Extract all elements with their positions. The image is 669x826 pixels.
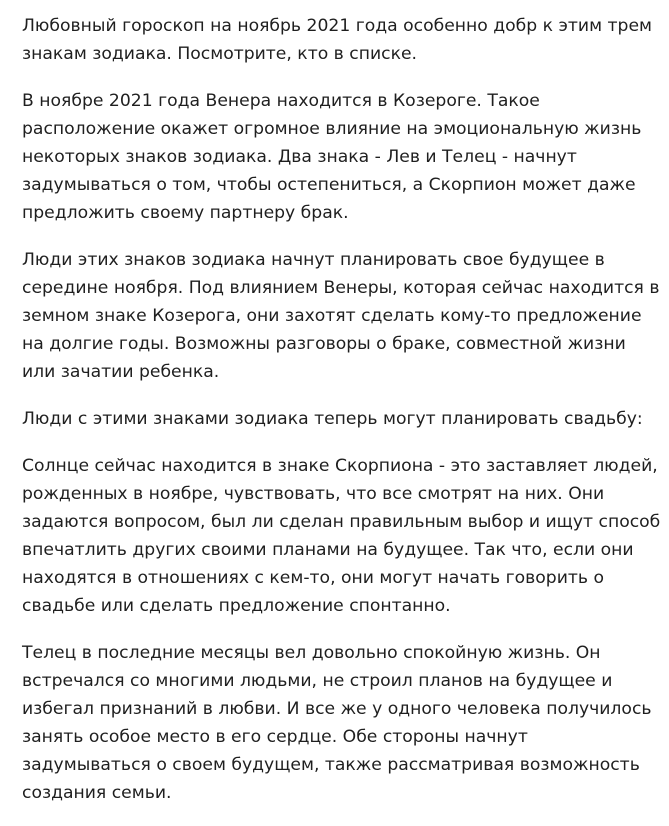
- article-paragraph: Солнце сейчас находится в знаке Скорпиона - это заставляет людей, рожденных в ноябре, чувствовать, что все смотрят на них. Они задаются вопросом, был ли сделан правильным выбор и ищут способ впечатлить других своими планами на будущее. Так что, если они находятся в отношениях с кем-то, они могут начать говорить о свадьбе или сделать предложение спонтанно.: [22, 456, 661, 616]
- article-body: [22, 12, 662, 826]
- article-paragraph: Люди с этими знаками зодиака теперь могут планировать свадьбу:: [22, 409, 643, 429]
- article-paragraph: Любовный гороскоп на ноябрь 2021 года особенно добр к этим трем знакам зодиака. Посмотрите, кто в списке.: [22, 16, 652, 64]
- article-paragraph: Телец в последние месяцы вел довольно спокойную жизнь. Он встречался со многими людьми, не строил планов на будущее и избегал признаний в любви. И все же у одного человека получилось занять особое место в его сердце. Обе стороны начнут задумываться о своем будущем, также рассматривая возможность создания семьи.: [22, 643, 652, 803]
- article-paragraph: Люди этих знаков зодиака начнут планировать свое будущее в середине ноября. Под влиянием Венеры, которая сейчас находится в земном знаке Козерога, они захотят сделать кому-то предложение на долгие годы. Возможны разговоры о браке, совместной жизни или зачатии ребенка.: [22, 250, 660, 382]
- article-paragraph: В ноябре 2021 года Венера находится в Козероге. Такое расположение окажет огромное влияние на эмоциональную жизнь некоторых знаков зодиака. Два знака - Лев и Телец - начнут задумываться о том, чтобы остепениться, а Скорпион может даже предложить своему партнеру брак.: [22, 91, 642, 223]
